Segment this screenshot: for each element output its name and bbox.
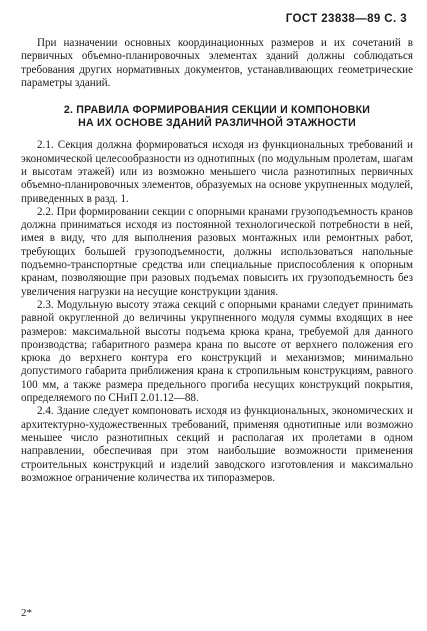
paragraph-2-2: 2.2. При формировании секции с опорными кранами грузоподъемность кранов должна приниматься исходя из постоянной технологической потребности в ней, имея в виду, что для выполнения разовых монтажных или ремонтных работ, требующих большей грузоподъемности, должны использоваться напольные подъемно-транспортные средства или специальные приспособления к опорным кранам, позволяющие при разовых подъемах повысить их грузоподъемность без увеличения нагрузки на несущие конструкции здания. — [21, 205, 413, 298]
paragraph-2-3: 2.3. Модульную высоту этажа секций с опорными кранами следует принимать равной округленной до величины укрупненного модуля суммы входящих в нее размеров: максимальной высоты подъема крюка крана, требуемой для данного производства; габаритного размера крана по высоте от верхнего положения его крюка до верхнего контура его конструкций и механизмов; минимально допустимого габарита приближения крана к стропильным конструкциям, равного 100 мм, а также размера предельного прогиба несущих конструкций покрытия, определяемого по СНиП 2.01.12—88. — [21, 298, 413, 405]
intro-paragraph: При назначении основных координационных размеров и их сочетаний в первичных объемно-планировочных элементах зданий должны соблюдаться требования других нормативных документов, устанавливающих геометрические параметры зданий. — [21, 37, 413, 89]
paragraph-2-1: 2.1. Секция должна формироваться исходя из функциональных требований и экономической целесообразности из однотипных (по модульным пролетам, шагам и высотам этажей) или из возможно меньшего числа разнотипных первичных объемно-планировочных элементов, образуемых на основе укрупненных модулей, приведенных в разд. 1. — [21, 139, 413, 205]
section-heading-line-1: 2. ПРАВИЛА ФОРМИРОВАНИЯ СЕКЦИИ И КОМПОНОВКИ — [63, 104, 371, 117]
signature-mark: 2* — [21, 607, 32, 619]
section-heading — [21, 104, 413, 129]
paragraph-2-4: 2.4. Здание следует компоновать исходя из функциональных, экономических и архитектурно-художественных требований, применяя однотипные или возможно меньшее число разнотипных секций и располагая их пролетами в одном направлении, обеспечивая при этом наибольшие возможности применения строительных конструкций и изделий заводского изготовления и максимально возможное ограничение количества их типоразмеров. — [21, 405, 413, 484]
document-body — [21, 37, 413, 485]
section-heading-line-2: НА ИХ ОСНОВЕ ЗДАНИЙ РАЗЛИЧНОЙ ЭТАЖНОСТИ — [78, 116, 356, 129]
page-header: ГОСТ 23838—89 С. 3 — [285, 13, 407, 25]
